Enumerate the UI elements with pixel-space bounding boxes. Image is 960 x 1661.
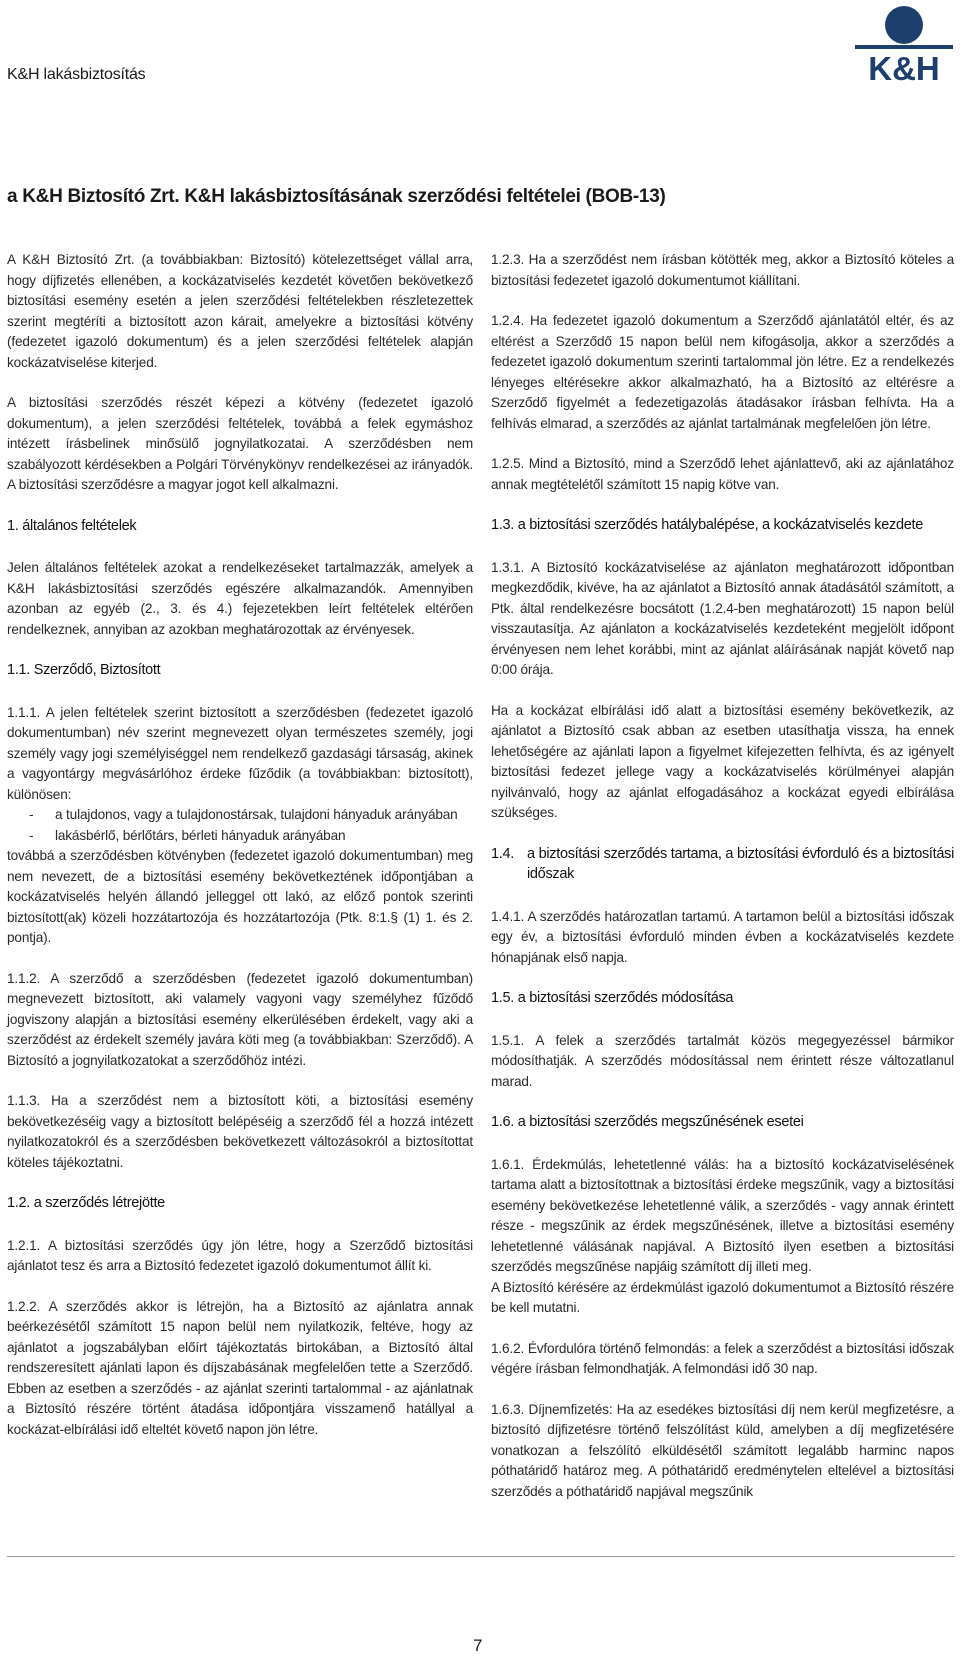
list-item: - lakásbérlő, bérlőtárs, bérleti hányaduk arányában [7,826,473,847]
clause-1-1-2: 1.1.2. A szerződő a szerződésben (fedezetet igazoló dokumentumban) megnevezett biztosított, aki valamely vagyoni vagy személyhez fűződő jogviszony alapján a biztosítási esemény elkerülésében érdekelt, vagy aki a szerződést az érdekelt személy javára köti meg (a továbbiakban: Szerződő). A Biztosító a jognyilatkozatokat a szerződőhöz intézi. [7,970,473,1068]
document-title: a K&H Biztosító Zrt. K&H lakásbiztosításának szerződési feltételei (BOB-13) [7,186,666,207]
clause-1-6-1: 1.6.1. Érdekmúlás, lehetetlenné válás: ha a biztosító kockázatviselésének tartama alatt a biztosítottnak a biztosítási érdeke megszűnik, vagy a biztosítási esemény bekövetkezése lehetetlenné válik, a szerződés - vagy annak érintett része - megszűnik az érdek megszűnésének, illetve a biztosítási esemény lehetetlenné válásának napjával. A Biztosító ilyen esetben a biztosítási szerződés megszűnése napjáig számított díj illeti meg. [491,1156,954,1274]
clause-1-3-1: 1.3.1. A Biztosító kockázatviselése az ajánlaton meghatározott időpontban megkezdődik, kivéve, ha az ajánlatot a Biztosító annak átadásától számított, a Ptk. által rendelkezésre bocsátott (1.2.4-ben meghatározott) 15 napon belül visszautasítja. Az ajánlaton a kockázatviselés kezdeteként megjelölt időpont érvényesen nem lehet korábbi, mint az ajánlat aláírásának napját követő nap 0:00 órája. [491,559,954,677]
intro-paragraph: A K&H Biztosító Zrt. (a továbbiakban: Biztosító) kötelezettséget vállal arra, hogy díjfizetés ellenében, a kockázatviselés kezdetét követően bekövetkező biztosítási esemény esetén a jelen szerződési feltételekben részletezettek szerint megtéríti a biztosított azon kárait, amelyekre a biztosítási kötvény (fedezetet igazoló dokumentum) és a jelen szerződési feltételek alapján kockázatviselése kiterjed. [7,252,473,370]
clause-1-1-1: 1.1.1. A jelen feltételek szerint biztosított a szerződésben (fedezetet igazoló dokumentumban) név szerint megnevezett olyan természetes személy, jogi személy vagy jogi személyiséggel nem rendelkező gazdasági társaság, akinek a vagyontárgy megvásárlóhoz érdeke fűződik (a továbbiakban: biztosított), különösen: [7,704,473,802]
clause-1-2-2: 1.2.2. A szerződés akkor is létrejön, ha a Biztosító az ajánlatra annak beérkezésétől számított 15 napon belül nem nyilatkozik, feltéve, hogy az ajánlatot a jogszabályban előírt tájékoztatás birtokában, a Biztosító által rendszeresített ajánlati lapon és díjszabásának megfelelően tette a Szerződő. Ebben az esetben a szerződés - az ajánlat szerinti tartalommal - az ajánlatnak a Biztosító részére történt átadása időpontjára visszamenő hatállyal a kockázat-elbírálási idő elteltét követő napon jön létre. [7,1298,473,1437]
svg-text:K&H: K&H [868,50,940,84]
list-item: - a tulajdonos, vagy a tulajdonostársak, tulajdoni hányaduk arányában [7,805,473,826]
list-dash: - [29,827,34,843]
section-number: 1.4. [491,845,514,862]
section-heading-1: 1. általános feltételek [7,517,137,534]
clause-1-2-3: 1.2.3. Ha a szerződést nem írásban kötötték meg, akkor a Biztosító köteles a biztosítási fedezetet igazoló dokumentumot kiállítani. [491,252,954,288]
clause-1-2-5: 1.2.5. Mind a Biztosító, mind a Szerződő lehet ajánlattevő, aki az ajánlatához annak megtételétől számított 15 napig kötve van. [491,456,954,492]
list-dash: - [29,807,34,822]
right-column [491,250,954,1522]
section-heading-1-1: 1.1. Szerződő, Biztosított [7,662,161,678]
page-number: 7 [473,1636,483,1655]
header-title: K&H lakásbiztosítás [7,66,146,83]
risk-assessment-paragraph: Ha a kockázat elbírálási idő alatt a biztosítási esemény bekövetkezik, az ajánlatot a Biztosító csak abban az esetben utasíthatja vissza, ha ennek lehetőségére az ajánlati lapon a figyelmet kifejezetten felhívta, és az igényelt biztosítási fedezet jellege vagy a kockázatviselés körülményei alapján nyilvánvaló, hogy az ajánlat elfogadásához a kockázat egyedi elbírálása szükséges. [491,702,954,820]
section-heading-1-2: 1.2. a szerződés létrejötte [7,1195,165,1211]
section-heading-text: a biztosítási szerződés tartama, a biztosítási évforduló és a biztosítási időszak [527,845,954,882]
clause-1-6-3: 1.6.3. Díjnemfizetés: Ha az esedékes biztosítási díj nem kerül megfizetésre, a biztosító díjfizetésre történő felszólítást küld, amelyben a díj megfizetésére vonatkozan a felszólító elküldésétől számított legalább harminc napos póthatáridő határoz meg. A póthatáridő eredménytelen eltelével a biztosítási szerződés a póthatáridő napjával megszűnik [491,1401,954,1499]
section-heading-1-5: 1.5. a biztosítási szerződés módosítása [491,990,734,1006]
clause-1-6-2: 1.6.2. Évfordulóra történő felmondás: a felek a szerződést a biztosítási időszak végére írásban felmondhatják. A felmondási idő 30 nap. [491,1340,954,1376]
general-conditions-paragraph: Jelen általános feltételek azokat a rendelkezéseket tartalmazzák, amelyek a K&H lakásbiztosítási szerződés egészére alkalmazandók. Amennyiben azonban az egyéb (2., 3. és 4.) fejezetekben leírt feltételek eltérően rendelkeznek, annyiban az azokban meghatározottak az érvényesek. [7,560,473,637]
clause-1-2-1: 1.2.1. A biztosítási szerződés úgy jön létre, hogy a Szerződő biztosítási ajánlatot tesz és arra a Biztosító fedezetet igazoló dokumentumot állít ki. [7,1237,473,1273]
clause-1-1-1-continued: továbbá a szerződésben kötvényben (fedezetet igazoló dokumentumban) meg nem nevezett, de a biztosítási esemény bekövetkeztének időpontjában a kockázatviselés helyén állandó jelleggel ott lakó, az előző pontok szerinti biztosított(ak) közeli hozzátartozója és hozzátartozója (Ptk. 8:1.§ (1) 1. és 2. pontja). [7,848,473,945]
section-heading-1-3: 1.3. a biztosítási szerződés hatálybalépése, a kockázatviselés kezdete [491,517,923,533]
footer-divider [7,1556,955,1557]
clause-1-1-3: 1.1.3. Ha a szerződést nem a biztosított köti, a biztosítási esemény bekövetkezéséig vagy a biztosított belépéséig a szerződő fél a hozzá intézett nyilatkozatokról és a szerződésben bekövetkezett változásokról a biztosítottat köteles tájékoztatni. [7,1093,473,1170]
clause-1-4-1: 1.4.1. A szerződés határozatlan tartamú. A tartamon belül a biztosítási időszak egy év, a biztosítási évforduló minden évben a kockázatviselés kezdete hónapjának első napja. [491,908,954,965]
clause-1-5-1: 1.5.1. A felek a szerződés tartalmát közös megegyezéssel bármikor módosíthatják. A szerződés módosítással nem érintett része változatlanul marad. [491,1032,954,1089]
section-heading-1-4 [491,844,954,885]
contract-parts-paragraph: A biztosítási szerződés részét képezi a kötvény (fedezetet igazoló dokumentum), a jelen szerződési feltételek, továbbá a felek egymáshoz intézett írásbelinek minősülő jognyilatkozatai. A szerződésben nem szabályozott kérdésekben a Polgári Törvénykönyv rendelkezései az irányadók. A biztosítási szerződésre a magyar jogot kell alkalmazni. [7,395,473,492]
insured-list [7,805,473,846]
kh-logo [853,4,955,84]
section-heading-1-6: 1.6. a biztosítási szerződés megszűnésének esetei [491,1114,804,1130]
clause-1-2-4: 1.2.4. Ha fedezetet igazoló dokumentum a Szerződő ajánlatától eltér, és az eltérést a Szerződő 15 napon belül nem kifogásolja, akkor a szerződés a fedezetet igazoló dokumentum szerinti tartalommal jön létre. Ez a rendelkezés lényeges eltérésekre akkor alkalmazható, ha a Biztosító az eltérésre a Szerződő figyelmét a fedezetigazolás átadásakor írásban felhívta. Ha a felhívás elmarad, a szerződés az ajánlat tartalmának megfelelően jön létre. [491,313,954,431]
clause-1-6-1-continued: A Biztosító kérésére az érdekmúlást igazoló dokumentumot a Biztosító részére be kell mutatni. [491,1279,954,1315]
left-column [7,250,473,1460]
